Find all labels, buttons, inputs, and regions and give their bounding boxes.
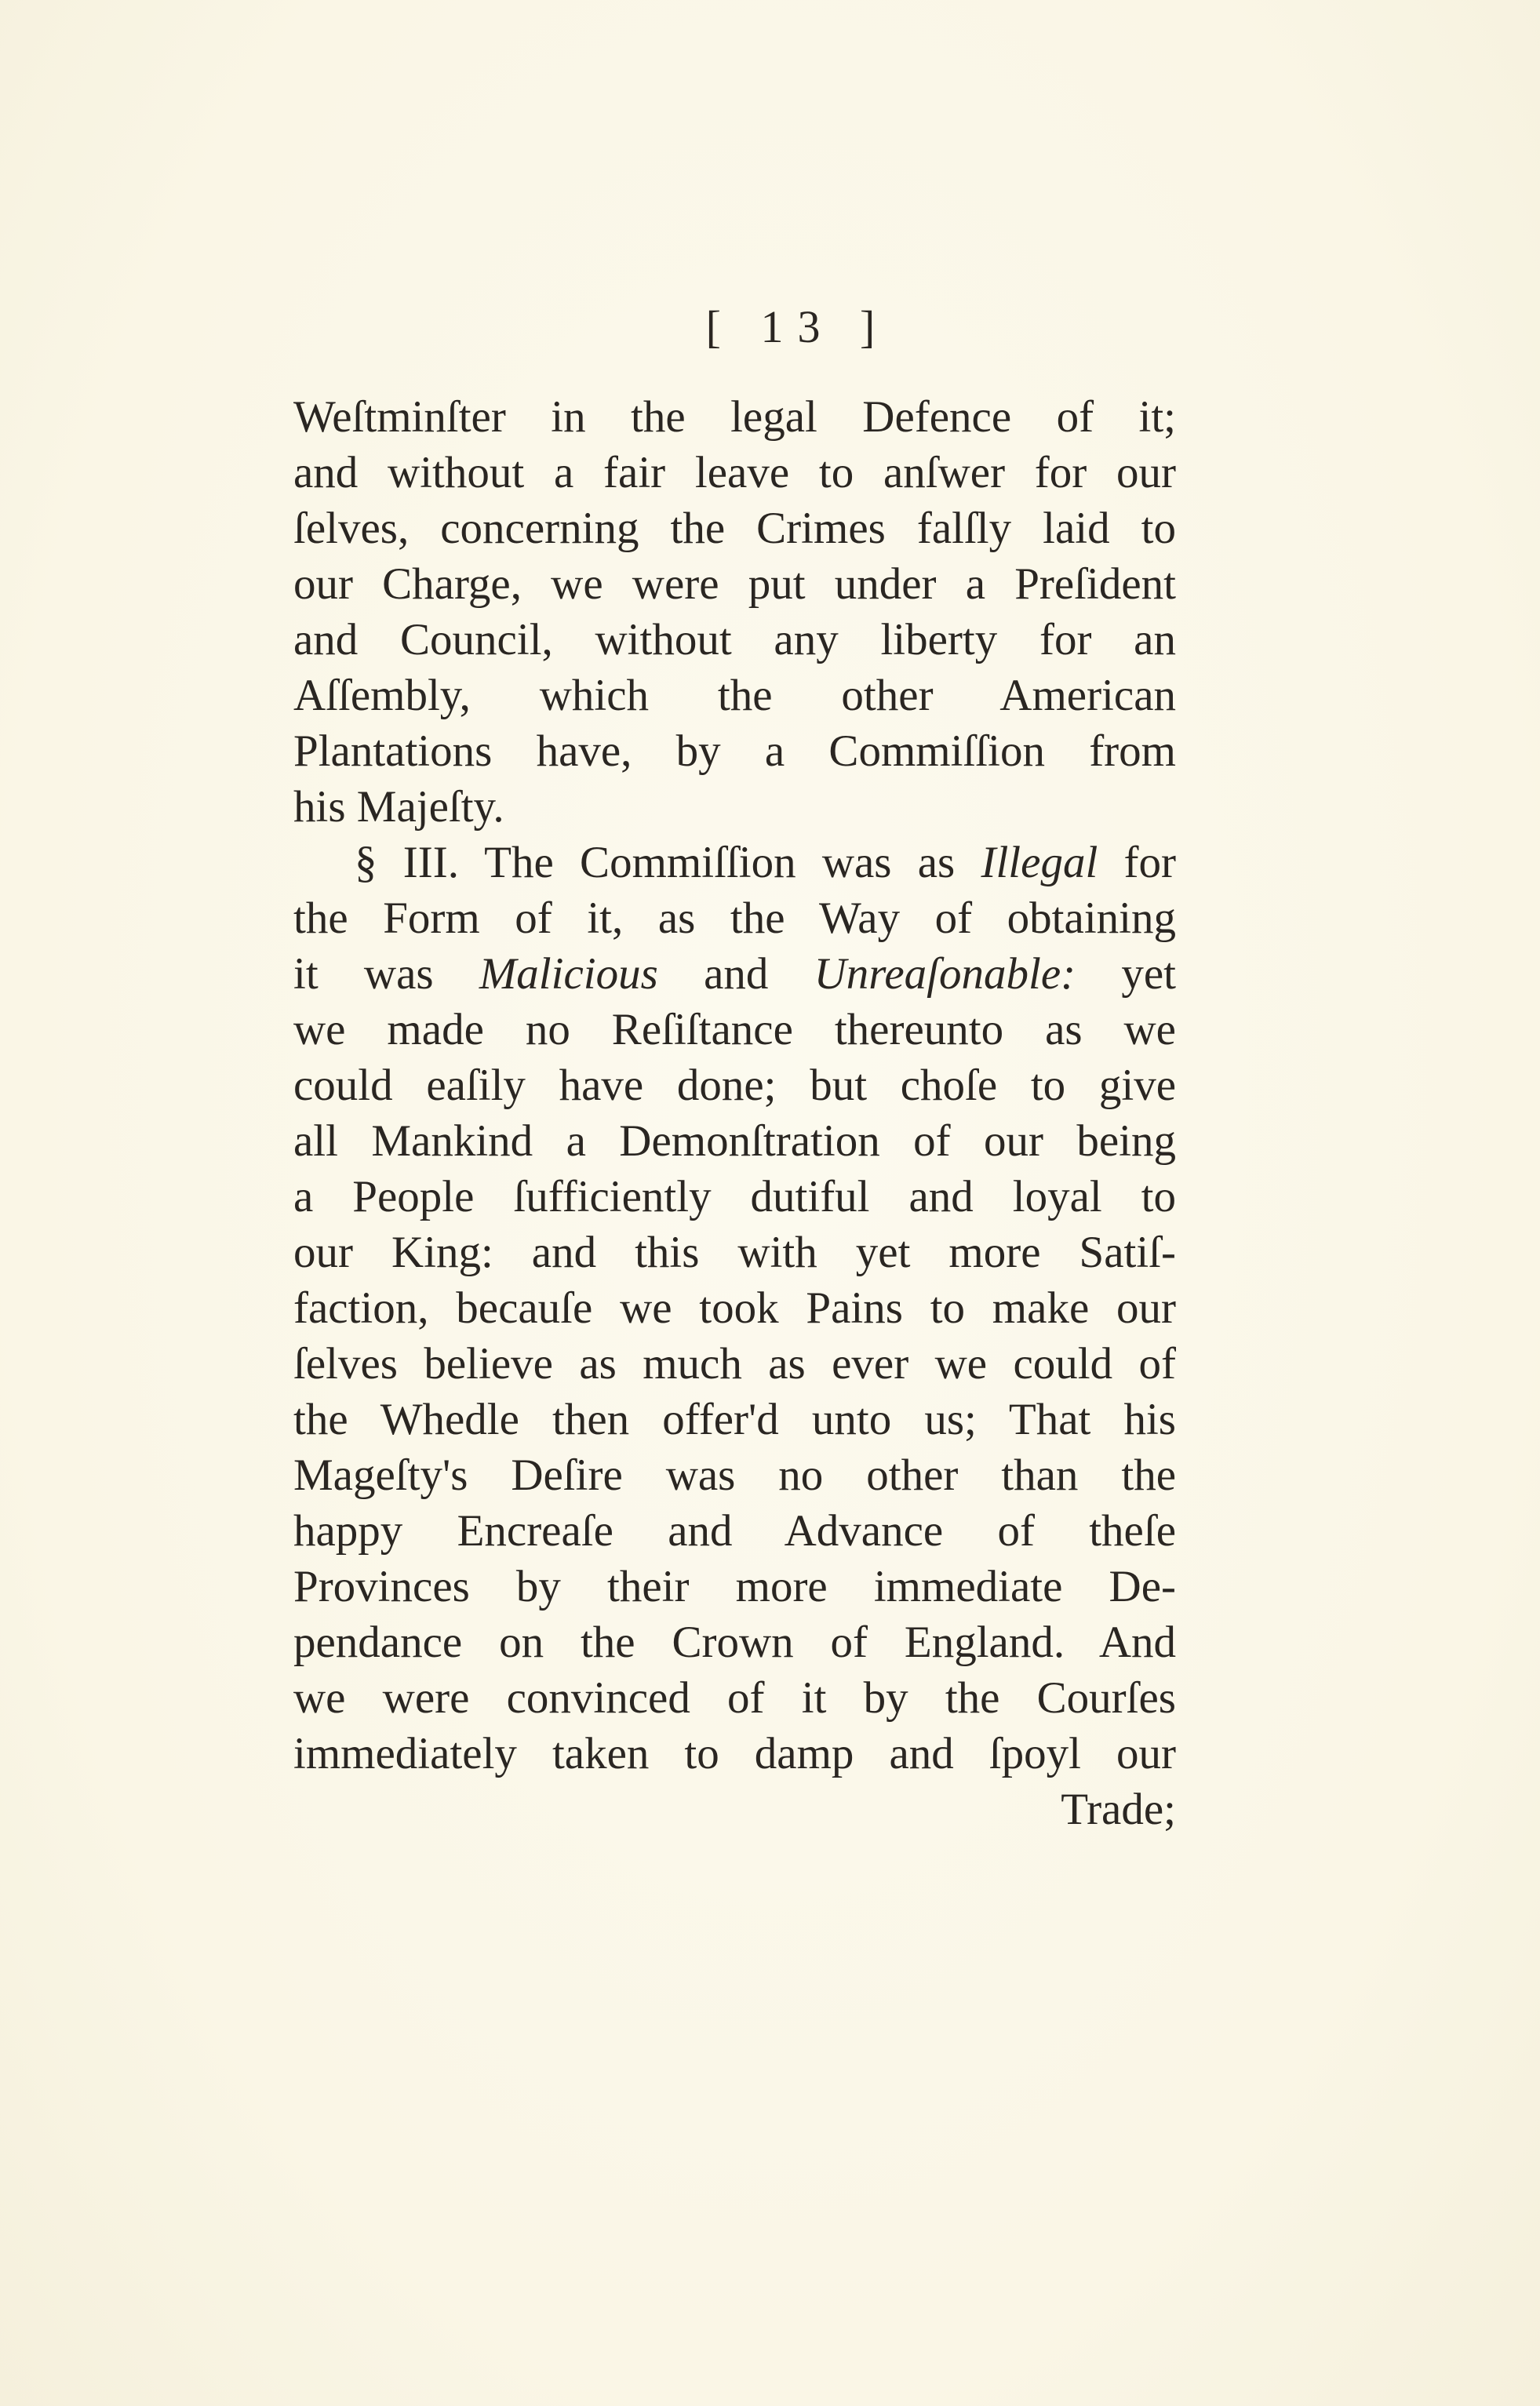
text-span: faction, becauſe we took Pains to make our bbox=[293, 1283, 1176, 1333]
page-number: [ 13 ] bbox=[705, 301, 890, 352]
text-line bbox=[293, 1280, 1176, 1336]
text-span: Plantations have, by a Commiſſion from bbox=[293, 726, 1176, 776]
text-span: Weſtminſter in the legal Defence of it; bbox=[293, 392, 1176, 442]
text-span: ſelves, concerning the Crimes falſly laid to bbox=[293, 504, 1176, 553]
text-line bbox=[293, 779, 1176, 835]
text-line bbox=[293, 1057, 1176, 1113]
text-span: Aſſembly, which the other American bbox=[293, 671, 1176, 720]
text-span: his Majeſty. bbox=[293, 782, 504, 832]
text-line bbox=[293, 1503, 1176, 1559]
text-line bbox=[293, 1225, 1176, 1280]
text-span: our King: and this with yet more Satiſ- bbox=[293, 1228, 1176, 1277]
text-span: it was bbox=[293, 949, 479, 999]
text-line bbox=[293, 612, 1176, 668]
text-span: all Mankind a Demonſtration of our being bbox=[293, 1116, 1176, 1166]
italic-text: Illegal bbox=[981, 838, 1098, 887]
text-line bbox=[293, 389, 1176, 445]
text-line bbox=[293, 1336, 1176, 1392]
text-span: and bbox=[657, 949, 814, 999]
text-span: happy Encreaſe and Advance of theſe bbox=[293, 1506, 1176, 1556]
text-line bbox=[293, 946, 1176, 1002]
text-line bbox=[293, 1559, 1176, 1614]
text-span: Provinces by their more immediate De- bbox=[293, 1562, 1176, 1611]
text-line bbox=[293, 668, 1176, 723]
text-line bbox=[293, 445, 1176, 500]
text-line bbox=[293, 1392, 1176, 1447]
text-line bbox=[293, 1169, 1176, 1225]
text-span: pendance on the Crown of England. And bbox=[293, 1618, 1176, 1667]
text-span: yet bbox=[1076, 949, 1176, 999]
text-span: a People ſufficiently dutiful and loyal to bbox=[293, 1172, 1176, 1221]
text-span: for bbox=[1098, 838, 1176, 887]
text-span: Trade; bbox=[1061, 1785, 1176, 1834]
text-span: § III. The Commiſſion was as bbox=[355, 838, 981, 887]
text-line bbox=[293, 1447, 1176, 1503]
text-span: and without a fair leave to anſwer for our bbox=[293, 448, 1176, 497]
text-span: immediately taken to damp and ſpoyl our bbox=[293, 1729, 1176, 1778]
text-line bbox=[293, 723, 1176, 779]
text-span: the Form of it, as the Way of obtaining bbox=[293, 894, 1176, 943]
body-text bbox=[293, 389, 1176, 1837]
text-span: and Council, without any liberty for an bbox=[293, 615, 1176, 664]
text-span: the Whedle then offer'd unto us; That his bbox=[293, 1395, 1176, 1444]
italic-text: Malicious bbox=[479, 949, 658, 999]
text-span: we were convinced of it by the Courſes bbox=[293, 1673, 1176, 1723]
text-line bbox=[293, 556, 1176, 612]
text-span: could eaſily have done; but choſe to give bbox=[293, 1061, 1176, 1110]
catchword bbox=[293, 1782, 1176, 1837]
text-line bbox=[293, 500, 1176, 556]
text-line bbox=[293, 890, 1176, 946]
text-line bbox=[293, 1113, 1176, 1169]
text-span: our Charge, we were put under a Preſident bbox=[293, 559, 1176, 609]
text-line bbox=[293, 835, 1176, 890]
italic-text: Unreaſonable: bbox=[814, 949, 1076, 999]
text-line bbox=[293, 1614, 1176, 1670]
text-span: Mageſty's Deſire was no other than the bbox=[293, 1451, 1176, 1500]
text-span: ſelves believe as much as ever we could of bbox=[293, 1339, 1176, 1389]
text-line bbox=[293, 1726, 1176, 1782]
text-line bbox=[293, 1670, 1176, 1726]
text-line bbox=[293, 1002, 1176, 1057]
text-span: we made no Reſiſtance thereunto as we bbox=[293, 1005, 1176, 1054]
